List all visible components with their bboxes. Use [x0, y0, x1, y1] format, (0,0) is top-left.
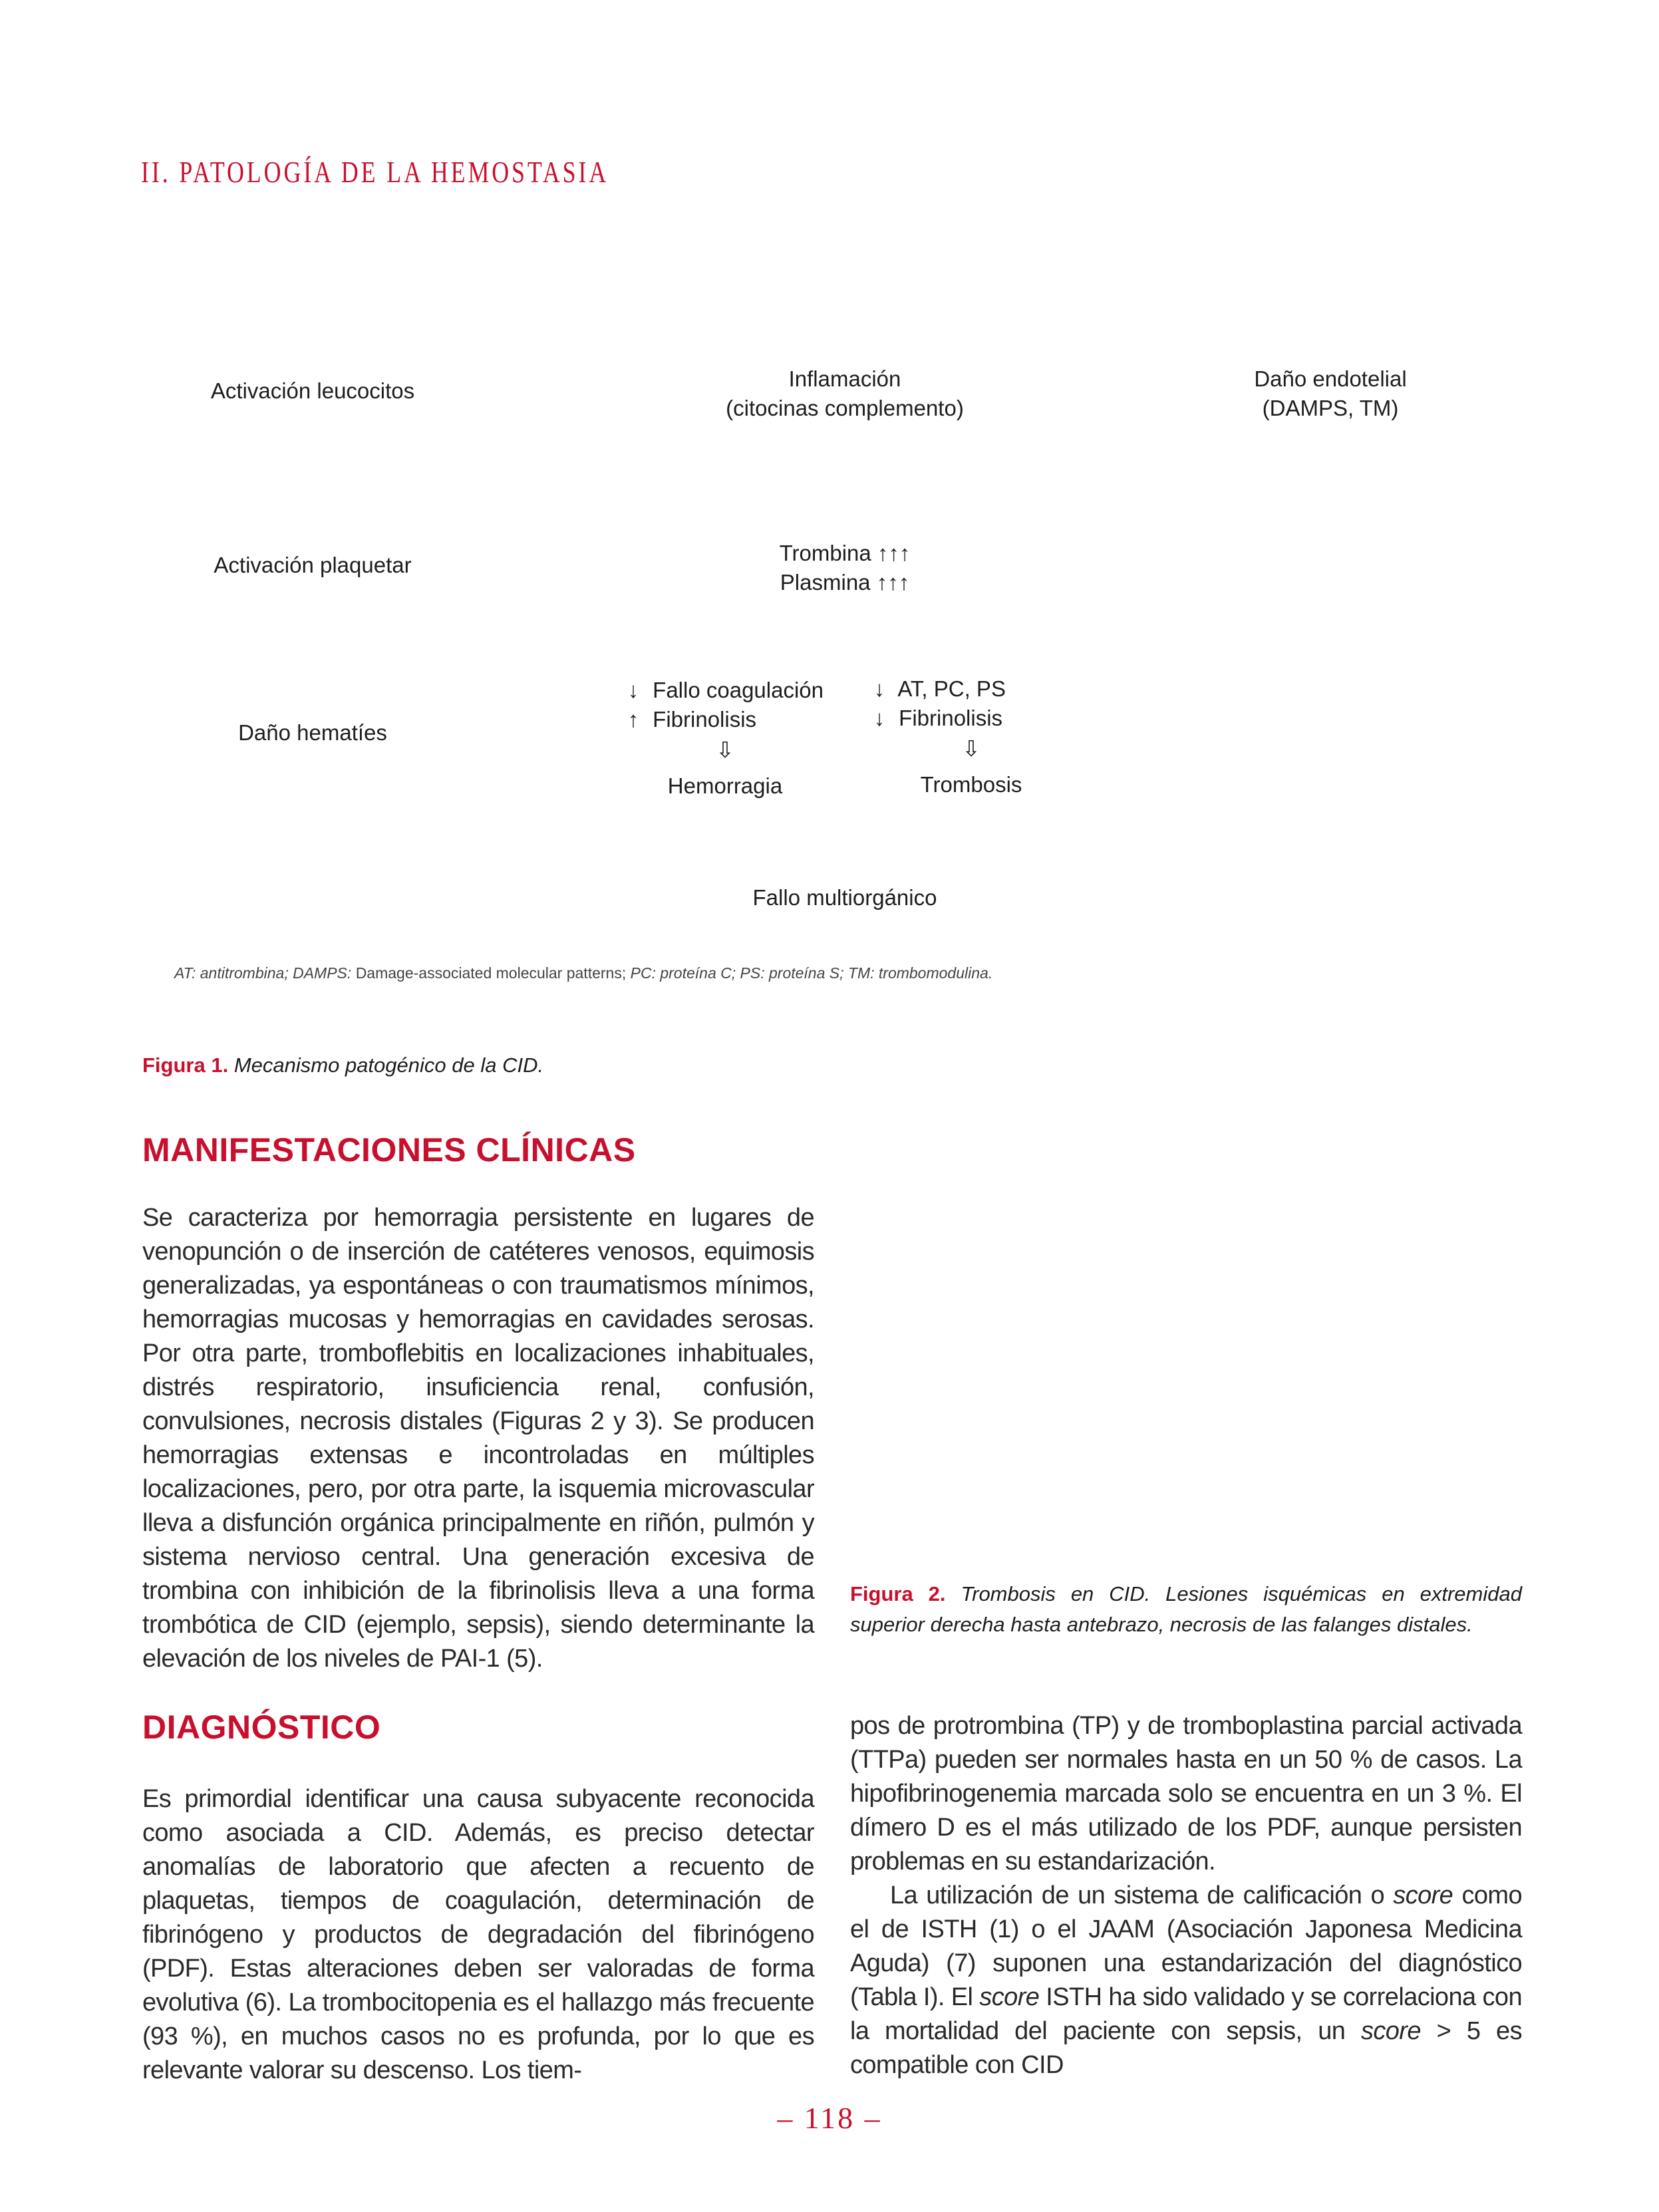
- figure-1-caption: [142, 1053, 543, 1077]
- node-at-pc-ps: AT, PC, PS: [897, 676, 1006, 701]
- arrow-down-icon: ↓: [873, 676, 885, 701]
- branch-row-fibrinolisis-down: [866, 704, 1066, 733]
- node-fibrinolisis-down: Fibrinolisis: [899, 706, 1003, 730]
- arrow-down-icon: ↓: [627, 678, 639, 702]
- node-fallo-coagulacion: Fallo coagulación: [653, 678, 824, 702]
- node-dano-endotelial-line1: Daño endotelial: [1254, 366, 1407, 391]
- abbrev-part3: PC: proteína C; PS: proteína S; TM: trombomodulina.: [626, 964, 993, 982]
- figure-1-label: Figura 1.: [142, 1053, 229, 1077]
- branch-row-fibrinolisis-up: [620, 705, 846, 734]
- node-activacion-plaquetar: Activación plaquetar: [214, 553, 412, 577]
- figure-1-text: Mecanismo patogénico de la CID.: [233, 1053, 544, 1077]
- p2-score-1: score: [1393, 1881, 1453, 1909]
- manifestaciones-paragraph: Se caracteriza por hemorragia persistente en lugares de venopunción o de inserción de catéteres venosos, equimosis generalizadas, ya espontáneas o con traumatismos mínimos, hemorragias mucosas y hemorragias en cavidades serosas. Por otra parte, tromboflebitis en localizaciones inhabituales, distrés respiratorio, insuficiencia renal, confusión, convulsiones, necrosis distales (Figuras 2 y 3). Se producen hemorragias extensas e incontroladas en múltiples localizaciones, pero, por otra parte, la isquemia microvascular lleva a disfunción orgánica principalmente en riñón, pulmón y sistema nervioso central. Una generación excesiva de trombina con inhibición de la fibrinolisis lleva a una forma trombótica de CID (ejemplo, sepsis), siendo determinante la elevación de los niveles de PAI-1 (5).: [142, 1204, 814, 1673]
- hollow-arrow-down-icon: ⇩: [962, 736, 980, 761]
- figure-2-caption: [850, 1579, 1522, 1640]
- figure-2-text: Trombosis en CID. Lesiones isquémicas en extremidad superior derecha hasta antebrazo, necrosis de las falanges distales.: [850, 1582, 1522, 1636]
- node-plasmina: Plasmina ↑↑↑: [780, 570, 910, 595]
- thrombosis-branch: [866, 674, 1066, 733]
- p2-part-a: La utilización de un sistema de calificación o: [890, 1881, 1394, 1909]
- section-title-manifestaciones: MANIFESTACIONES CLÍNICAS: [142, 1131, 636, 1169]
- node-fallo-multiorganico: Fallo multiorgánico: [752, 885, 937, 910]
- node-dano-endotelial: [1197, 364, 1463, 423]
- p2-score-3: score: [1360, 2017, 1421, 2045]
- arrow-down-icon: ↓: [873, 706, 885, 730]
- section-title-diagnostico: DIAGNÓSTICO: [142, 1709, 381, 1746]
- hemorrhage-branch: [620, 676, 846, 734]
- node-trombosis: Trombosis: [920, 772, 1022, 797]
- figure-2-label: Figura 2.: [850, 1582, 946, 1605]
- arrow-up-icon: ↑: [627, 707, 639, 732]
- p2-part-b: como el de ISTH (1) o el JAAM (Asociación Japonesa Medicina Aguda) (7) suponen una estandarización del diagnóstico (Tabla I). El: [850, 1881, 1522, 2011]
- page-number: – 118 –: [777, 2101, 882, 2135]
- diagnostico-paragraph-right-2: [850, 1879, 1522, 2082]
- node-trombina: Trombina ↑↑↑: [779, 541, 911, 565]
- p2-part-c: ISTH ha sido validado y se correlaciona con la mortalidad del paciente con sepsis, un: [850, 1983, 1522, 2045]
- node-inflamacion: [679, 364, 1011, 423]
- diagnostico-paragraph-left: Es primordial identificar una causa subyacente reconocida como asociada a CID. Además, es preciso detectar anomalías de laboratorio que afecten a recuento de plaquetas, tiempos de coagulación, determinación de fibrinógeno y productos de degradación del fibrinógeno (PDF). Estas alteraciones deben ser valoradas de forma evolutiva (6). La trombocitopenia es el hallazgo más frecuente (93 %), en muchos casos no es profunda, por lo que es relevante valorar su descenso. Los tiem-: [142, 1785, 814, 2084]
- hollow-arrow-down-icon: ⇩: [716, 738, 734, 762]
- diagnostico-column-right: [850, 1709, 1522, 2082]
- node-activacion-leucocitos: Activación leucocitos: [210, 378, 415, 403]
- branch-row-at-pc-ps: [866, 674, 1066, 704]
- running-header: II. PATOLOGÍA DE LA HEMOSTASIA: [141, 155, 609, 189]
- p2-score-2: score: [979, 1983, 1040, 2011]
- p2-part-d: > 5 es compatible con CID: [850, 2017, 1522, 2079]
- node-inflamacion-line2: (citocinas complemento): [726, 396, 964, 420]
- node-inflamacion-line1: Inflamación: [788, 366, 901, 391]
- node-trombina-plasmina: [712, 539, 978, 597]
- branch-row-fallo-coagulacion: [620, 676, 846, 705]
- node-hemorragia: Hemorragia: [667, 773, 783, 798]
- diagnostico-paragraph-right-1: pos de protrombina (TP) y de tromboplastina parcial activada (TTPa) pueden ser normales hasta en un 50 % de casos. La hipofibrinogenemia marcada solo se encuentra en un 3 %. El dímero D es el más utilizado de los PDF, aunque persisten problemas en su estandarización.: [850, 1712, 1522, 1875]
- node-dano-hematies: Daño hematíes: [238, 720, 387, 745]
- node-dano-endotelial-line2: (DAMPS, TM): [1262, 396, 1399, 420]
- abbreviations-note: [174, 964, 992, 982]
- abbrev-part2: Damage-associated molecular patterns;: [355, 964, 627, 982]
- node-fibrinolisis-up: Fibrinolisis: [653, 707, 757, 732]
- abbrev-part1: AT: antitrombina; DAMPS:: [174, 964, 356, 982]
